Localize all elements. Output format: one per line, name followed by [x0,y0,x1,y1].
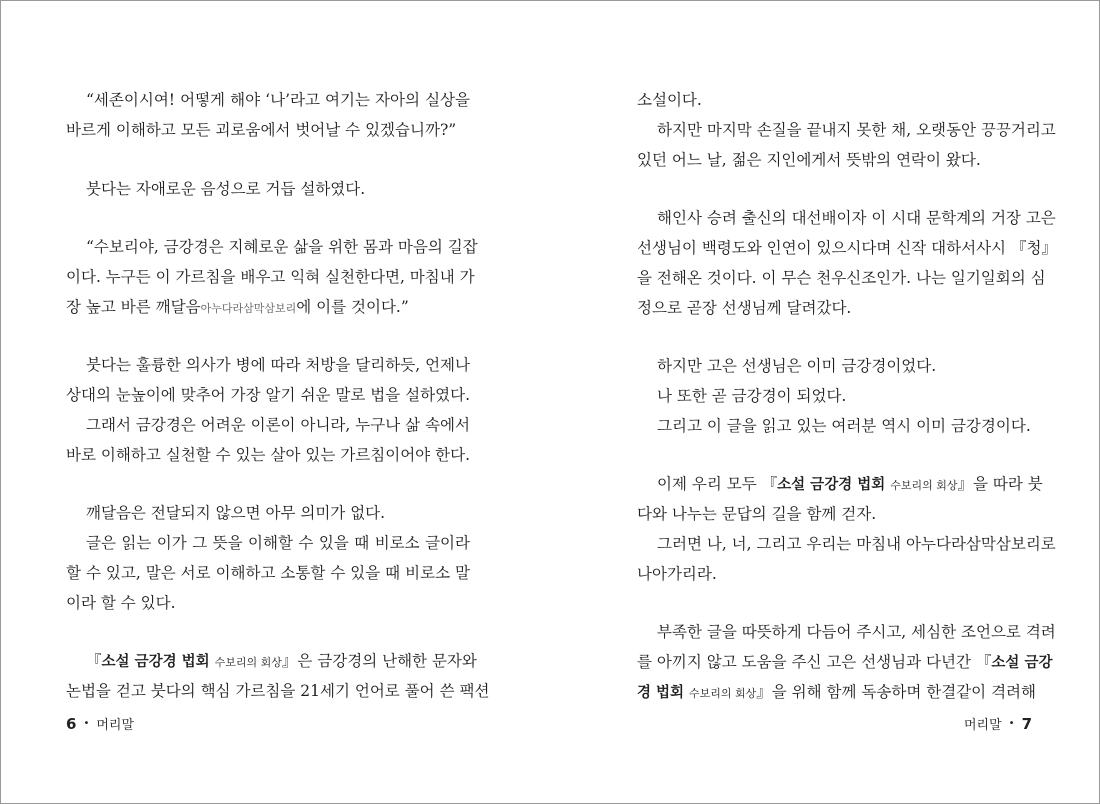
text-line: 정으로 곧장 선생님께 달려갔다. [637,299,852,317]
text-line: 논법을 걷고 붓다의 핵심 가르침을 21세기 언어로 풀어 쓴 팩션 [66,682,490,700]
text-line: 이다. 누구든 이 가르침을 배우고 익혀 실천한다면, 마침내 가 [66,268,475,286]
text-line: 그리고 이 글을 읽고 있는 여러분 역시 이미 금강경이다. [657,417,1031,435]
text-line: 글은 읽는 이가 그 뜻을 이해할 수 있을 때 비로소 글이라 [86,534,470,552]
text-line: “세존이시여! 어떻게 해야 ‘나’라고 여기는 자아의 실상을 [86,91,470,109]
text-line: 그래서 금강경은 어려운 이론이 아니라, 누구나 삶 속에서 [86,416,470,434]
left-folio [66,714,134,733]
text-line: 하지만 마지막 손질을 끝내지 못한 채, 오랫동안 끙끙거리고 [657,121,1056,139]
text-line: 해인사 승려 출신의 대선배이자 이 시대 문학계의 거장 고은 [657,209,1056,227]
text-line: 있던 어느 날, 젊은 지인에게서 뜻밖의 연락이 왔다. [637,151,981,169]
text-run: 『 [86,652,102,670]
text-line: “수보리야, 금강경은 지혜로운 삶을 위한 몸과 마음의 길잡 [86,238,478,256]
book-title: 소설 금강 [991,655,1053,671]
text-line: 부족한 글을 따뜻하게 다듬어 주시고, 세심한 조언으로 격려 [657,623,1056,641]
text-line: 나아가리라. [637,565,717,583]
page-number: 6 [66,714,77,733]
text-run: 장 높고 바른 깨달음 [66,298,201,316]
text-run: 에 이를 것이다.” [296,298,409,316]
book-title: 소설 금강경 법회 [101,654,210,670]
text-line: 바르게 이해하고 모든 괴로움에서 벗어날 수 있겠습니까?” [66,121,457,139]
text-line: 을 전해온 것이다. 이 무슨 천우신조인가. 나는 일기일회의 심 [637,269,1046,287]
text-line [637,677,1036,707]
text-line: 선생님이 백령도와 인연이 있으시다며 신작 대하서사시 『청』 [637,239,1057,257]
text-line [66,292,470,322]
book-subtitle: 수보리의 회상 [890,479,958,492]
text-line: 상대의 눈높이에 맞추어 가장 알기 쉬운 말로 법을 설하였다. [66,386,470,404]
text-line: 이라 할 수 있다. [66,594,176,612]
text-line: 소설이다. [637,91,702,109]
text-line: 붓다는 자애로운 음성으로 거듭 설하였다. [86,180,366,198]
text-run: 』을 따라 붓 [957,475,1043,493]
text-run: 』을 위해 함께 독송하며 한결같이 격려해 [756,683,1036,701]
text-run: 이제 우리 모두 『 [657,475,778,493]
bullet-icon: • [1008,718,1015,729]
book-subtitle: 수보리의 회상 [689,687,757,700]
text-line: 바로 이해하고 실천할 수 있는 살아 있는 가르침이어야 한다. [66,446,470,464]
book-title: 소설 금강경 법회 [777,477,886,493]
text-line: 그러면 나, 너, 그리고 우리는 마침내 아누다라삼막삼보리로 [657,535,1056,553]
page-number: 7 [1021,714,1032,733]
text-line [66,646,477,676]
text-line [637,647,1053,677]
book-title: 경 법회 [637,685,685,701]
annotation-text: 아누다라삼막삼보리 [200,302,297,315]
text-line: 다와 나누는 문답의 길을 함께 걷자. [637,505,877,523]
text-line: 깨달음은 전달되지 않으면 아무 의미가 없다. [86,504,386,522]
text-run: 를 아끼지 않고 도움을 주신 고은 선생님과 다년간 『 [637,653,992,671]
book-subtitle: 수보리의 회상 [214,656,282,669]
text-line: 붓다는 훌륭한 의사가 병에 따라 처방을 달리하듯, 언제나 [86,356,470,374]
section-label: 머리말 [96,718,135,733]
text-line: 나 또한 곧 금강경이 되었다. [657,387,847,405]
text-line: 하지만 고은 선생님은 이미 금강경이었다. [657,357,937,375]
text-line [637,469,1043,499]
section-label: 머리말 [963,718,1002,733]
right-folio [964,714,1032,733]
text-line: 할 수 있고, 말은 서로 이해하고 소통할 수 있을 때 비로소 말 [66,564,470,582]
text-run: 』은 금강경의 난해한 문자와 [281,652,477,670]
bullet-icon: • [83,718,90,729]
